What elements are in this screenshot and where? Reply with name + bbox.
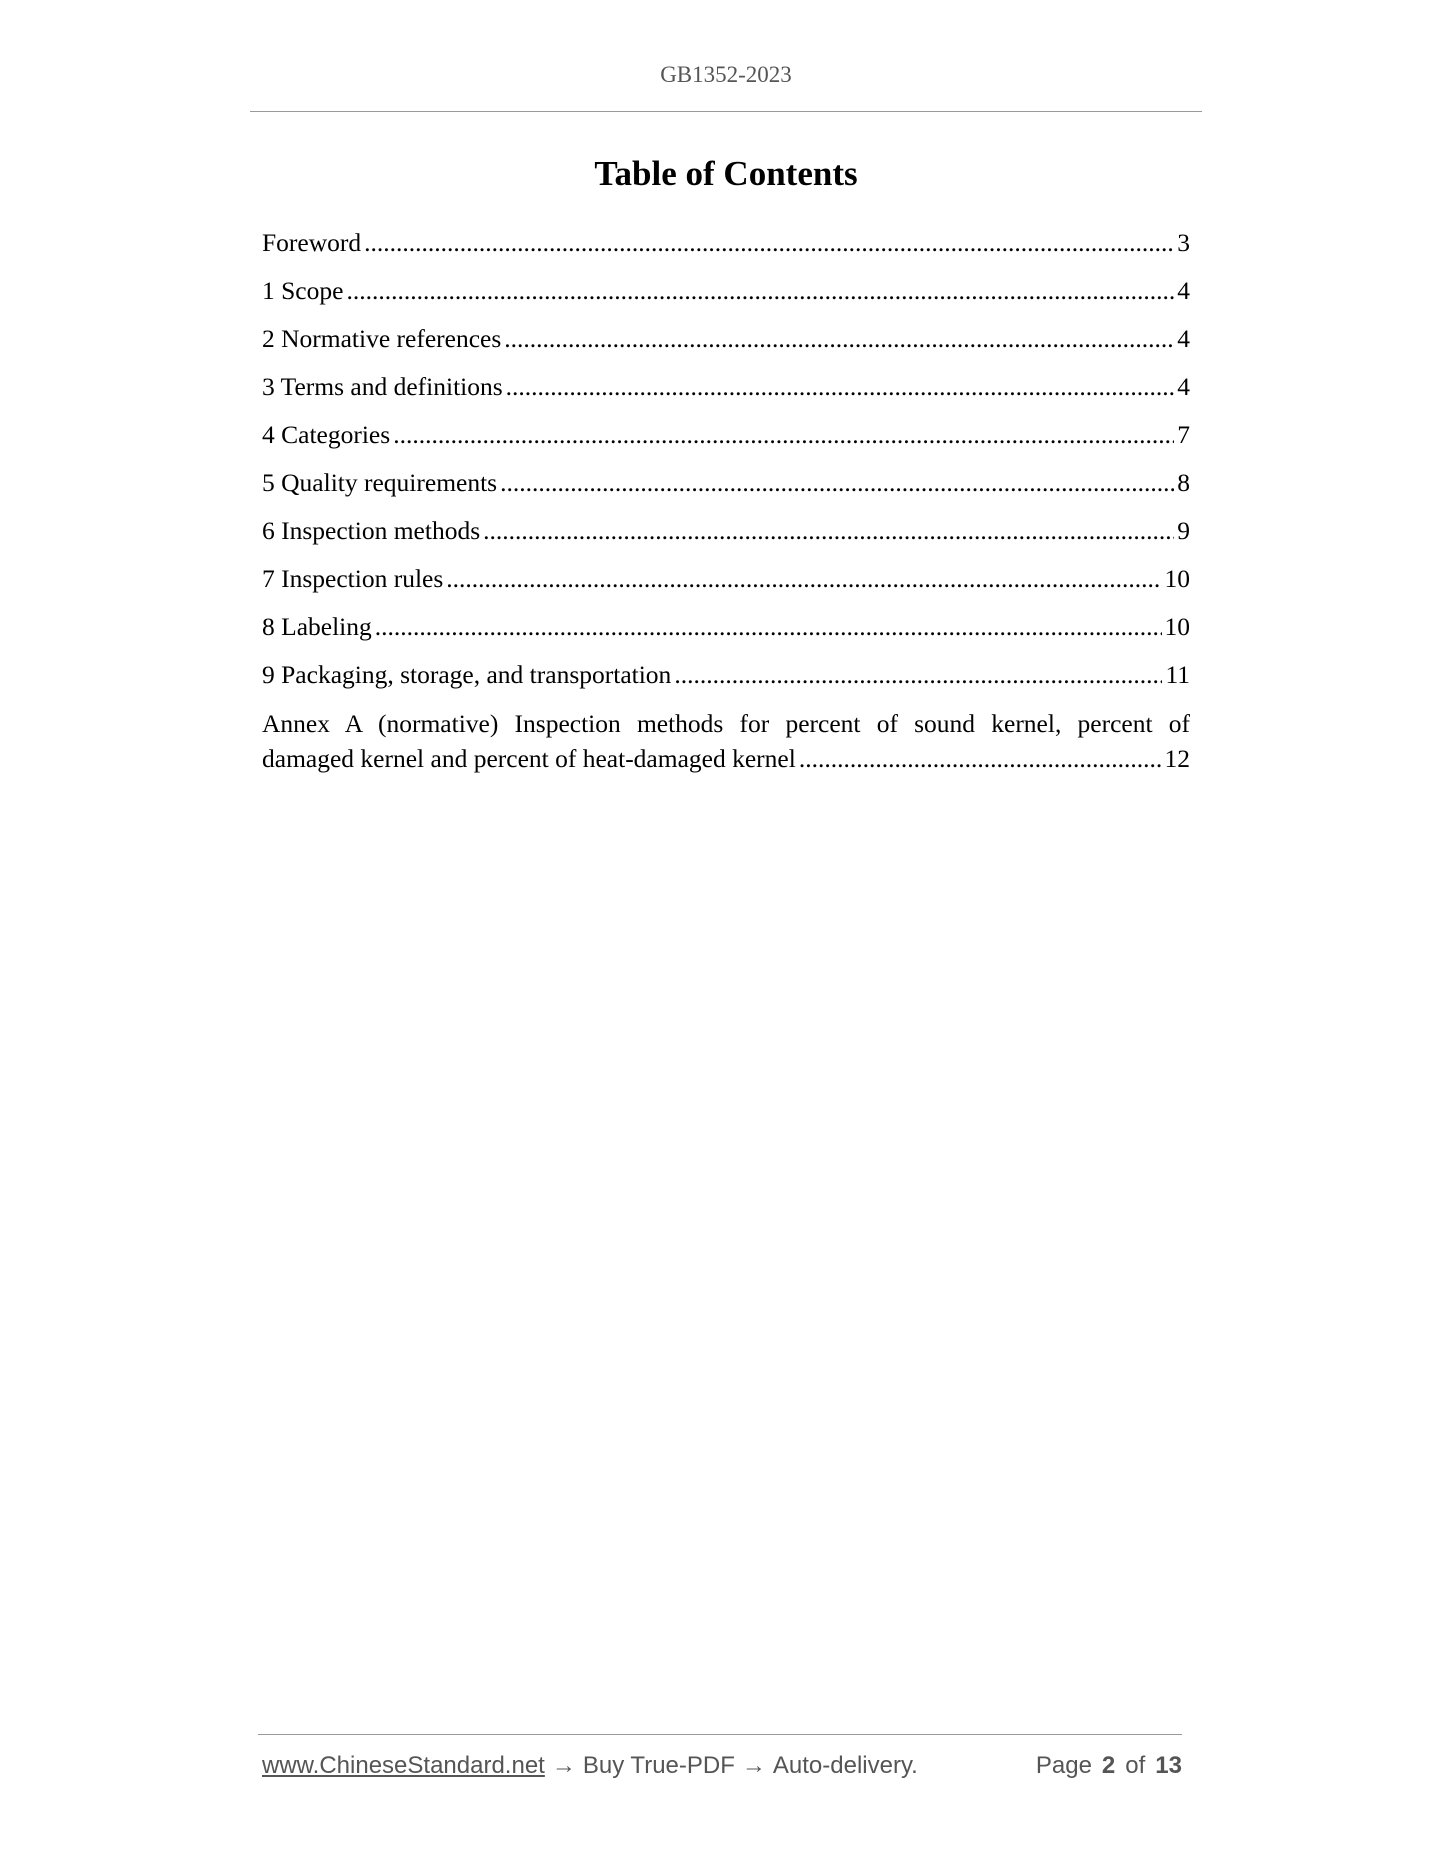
footer-divider [258,1734,1182,1735]
toc-entry-scope[interactable] [262,272,1190,320]
toc-entry-label: 1 Scope [262,276,344,305]
toc-entry-label-line2: damaged kernel and percent of heat-damaged kernel [262,744,796,773]
total-pages-number: 13 [1155,1752,1182,1779]
table-of-contents [262,224,1190,776]
toc-entry-terms-and-definitions[interactable] [262,368,1190,416]
toc-entry-page: 8 [1177,468,1190,497]
arrow-right-icon: → [551,1752,576,1779]
dot-leader [346,272,1174,310]
toc-entry-label: 5 Quality requirements [262,468,498,497]
website-link[interactable]: www.ChineseStandard.net [262,1752,545,1779]
toc-entry-labeling[interactable] [262,608,1190,656]
dot-leader [375,608,1162,646]
toc-entry-inspection-rules[interactable] [262,560,1190,608]
toc-entry-page: 4 [1177,324,1190,353]
dot-leader [506,368,1175,406]
toc-entry-packaging[interactable] [262,656,1190,704]
delivery-text: Auto-delivery. [772,1752,918,1779]
footer [262,1752,1182,1780]
toc-entry-page: 4 [1177,372,1190,401]
page-word: Page [1035,1752,1092,1779]
toc-entry-categories[interactable] [262,416,1190,464]
toc-entry-page: 9 [1177,516,1190,545]
toc-entry-page: 10 [1164,612,1190,641]
toc-entry-page: 7 [1177,420,1190,449]
toc-entry-page: 3 [1177,228,1190,257]
arrow-right-icon: → [741,1752,766,1779]
toc-entry-label: 9 Packaging, storage, and transportation [262,660,672,689]
current-page-number: 2 [1101,1752,1116,1779]
toc-entry-foreword[interactable] [262,224,1190,272]
dot-leader [674,656,1162,694]
toc-entry-page: 10 [1164,564,1190,593]
toc-entry-label: Foreword [262,228,362,257]
toc-title: Table of Contents [594,154,858,193]
toc-entry-label: 6 Inspection methods [262,516,481,545]
dot-leader [500,464,1174,502]
toc-entry-inspection-methods[interactable] [262,512,1190,560]
toc-entry-annex-a[interactable] [262,706,1190,776]
toc-entry-quality-requirements[interactable] [262,464,1190,512]
of-word: of [1125,1752,1146,1779]
toc-entry-label: 8 Labeling [262,612,372,641]
buy-text: Buy True-PDF [582,1752,735,1779]
toc-entry-normative-references[interactable] [262,320,1190,368]
dot-leader [364,224,1174,262]
toc-entry-label: 3 Terms and definitions [262,372,503,401]
toc-entry-label: 4 Categories [262,420,391,449]
header-divider [250,111,1202,112]
dot-leader [393,416,1174,454]
toc-entry-label: 2 Normative references [262,324,502,353]
toc-entry-page: 4 [1177,276,1190,305]
dot-leader [504,320,1174,358]
toc-entry-page: 11 [1165,660,1190,689]
toc-entry-label: 7 Inspection rules [262,564,444,593]
dot-leader [483,512,1174,550]
toc-entry-label-line1: Annex A (normative) Inspection methods for percent of sound kernel, percent of [262,709,1190,738]
dot-leader [446,560,1161,598]
dot-leader [799,741,1162,776]
toc-entry-page: 12 [1164,744,1190,773]
header-doc-code: GB1352-2023 [660,62,792,87]
